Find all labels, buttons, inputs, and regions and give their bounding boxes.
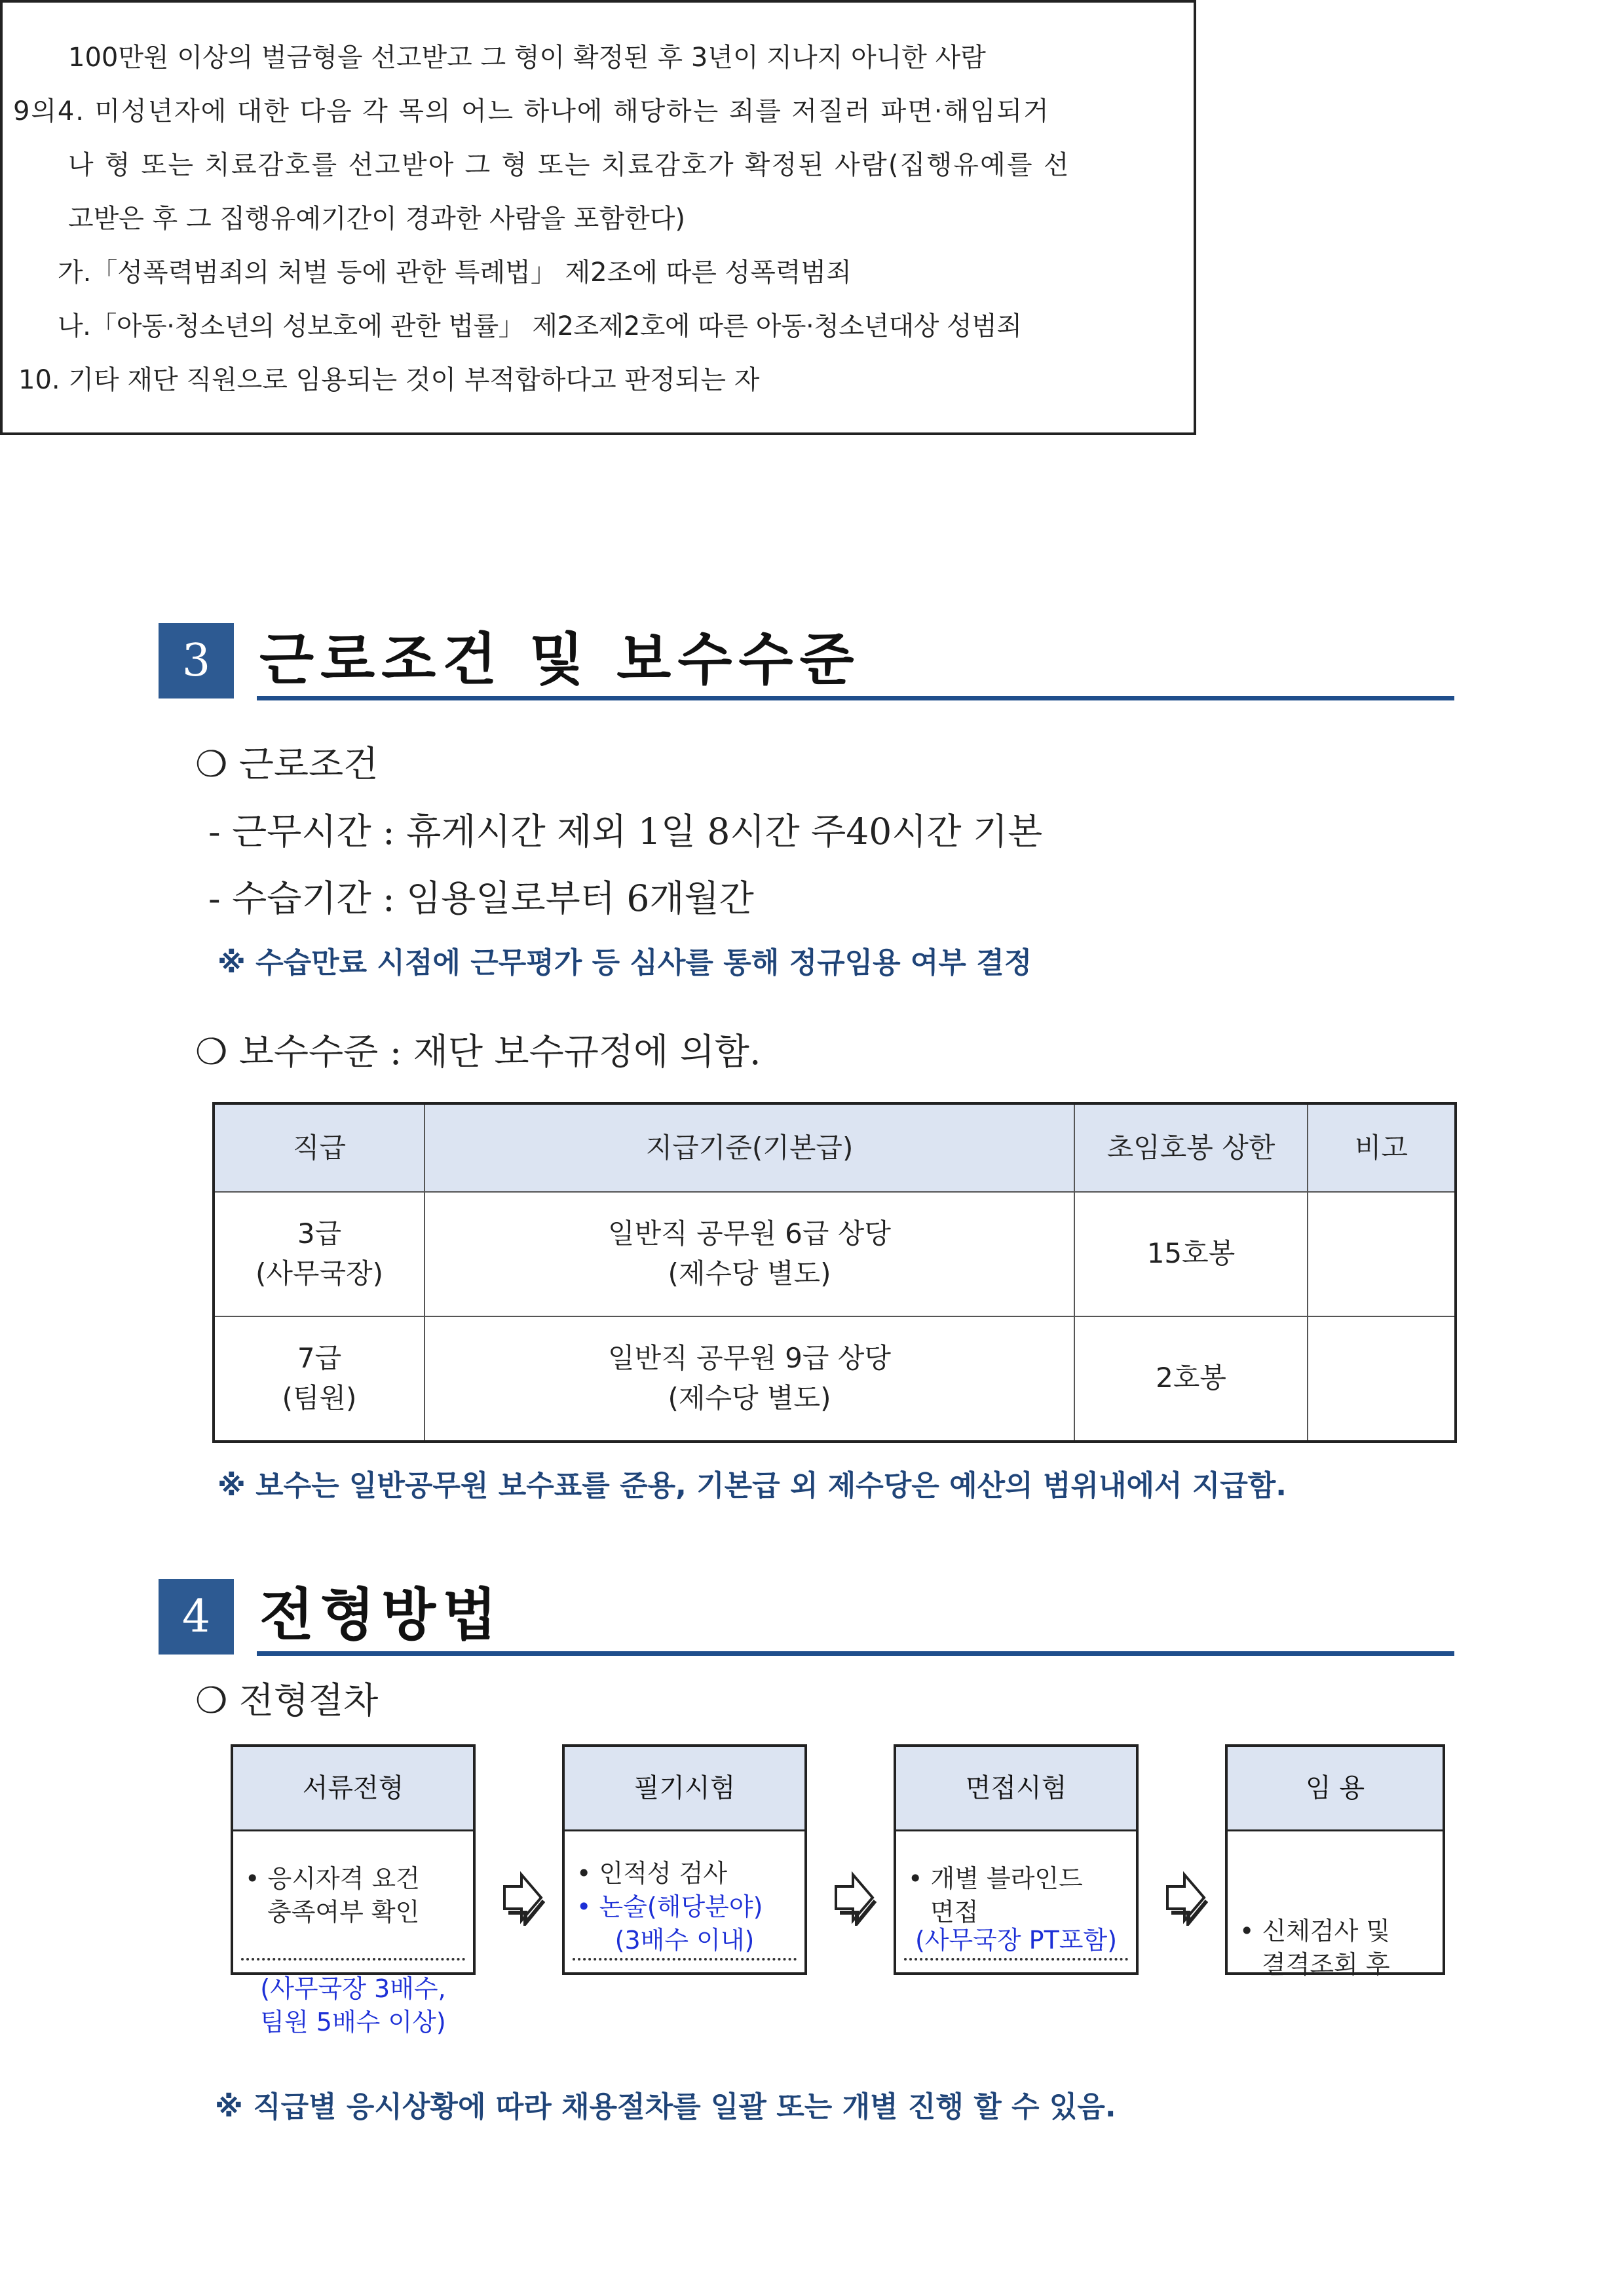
flow-item: 면접 xyxy=(930,1898,979,1927)
flow-item: • 논술(해당분야) xyxy=(576,1892,763,1922)
header-grade: 직급 xyxy=(214,1103,425,1192)
hollow-right-arrow-icon xyxy=(831,1869,877,1926)
box-line-1: 100만원 이상의 벌금형을 선고받고 그 형이 확정된 후 3년이 지나지 아니한 사람 xyxy=(68,43,986,73)
basis-cell xyxy=(425,1316,1074,1442)
basis-text: 일반직 공무원 6급 상당 xyxy=(608,1217,891,1250)
procedure-note: ※ 직급별 응시상황에 따라 채용절차를 일괄 또는 개별 진행 할 수 있음. xyxy=(215,2090,1116,2124)
box-line-6: 나.「아동·청소년의 성보호에 관한 법률」 제2조제2호에 따른 아동·청소년대상 성범죄 xyxy=(58,311,1022,341)
probation-note: ※ 수습만료 시점에 근무평가 등 심사를 통해 정규임용 여부 결정 xyxy=(217,946,1032,980)
flow-step-items xyxy=(908,1862,1129,1930)
eligibility-continuation-box xyxy=(0,0,1196,435)
basis-text: 일반직 공무원 9급 상당 xyxy=(608,1341,891,1374)
grade-text: 7급 xyxy=(297,1341,342,1374)
grade-sub-text: (사무국장) xyxy=(255,1257,384,1290)
procedure-heading: ❍ 전형절차 xyxy=(195,1679,379,1721)
flow-step-items xyxy=(245,1862,466,1930)
table-row xyxy=(214,1316,1456,1442)
flow-divider xyxy=(573,1958,797,1961)
pay-table xyxy=(212,1102,1457,1443)
flow-divider xyxy=(904,1958,1128,1961)
flow-step-appointment xyxy=(1225,1744,1445,1980)
flow-item: 충족여부 확인 xyxy=(267,1898,420,1927)
table-row xyxy=(214,1192,1456,1316)
flow-step-title: 면접시험 xyxy=(896,1747,1136,1831)
box-line-2: 9의4. 미성년자에 대한 다음 각 목의 어느 하나에 해당하는 죄를 저질러 파면·해임되거 xyxy=(13,96,1050,126)
grade-cell xyxy=(214,1192,425,1316)
flow-item: • 인적성 검사 xyxy=(576,1859,728,1888)
note-cell xyxy=(1308,1316,1456,1442)
header-note: 비고 xyxy=(1308,1103,1456,1192)
flow-step-items xyxy=(576,1857,798,1924)
flow-step-sub: (3배수 이내) xyxy=(614,1926,755,1955)
box-line-4: 고받은 후 그 집행유예기간이 경과한 사람을 포함한다) xyxy=(68,204,685,234)
step-cell: 15호봉 xyxy=(1074,1192,1308,1316)
work-hours-line: - 근무시간 : 휴게시간 제외 1일 8시간 주40시간 기본 xyxy=(208,811,1043,852)
flow-item: • 신체검사 및 xyxy=(1239,1917,1391,1945)
hollow-right-arrow-icon xyxy=(1162,1869,1208,1926)
flow-item: 결격조회 후 xyxy=(1262,1950,1390,1980)
section-3-title: 근로조건 및 보수수준 xyxy=(259,627,861,693)
probation-line: - 수습기간 : 임용일로부터 6개월간 xyxy=(208,877,754,919)
note-cell xyxy=(1308,1192,1456,1316)
flow-sub-line: 팀원 5배수 이상) xyxy=(260,2008,446,2037)
section-3-rule xyxy=(257,696,1454,700)
flow-item: • 응시자격 요건 xyxy=(245,1864,420,1893)
basis-sub-text: (제수당 별도) xyxy=(668,1257,831,1290)
table-header-row xyxy=(214,1103,1456,1192)
flow-step-sub: (사무국장 PT포함) xyxy=(915,1926,1118,1955)
flow-step-title: 서류전형 xyxy=(233,1747,473,1831)
box-line-3: 나 형 또는 치료감호를 선고받아 그 형 또는 치료감호가 확정된 사람(집행유예를 선 xyxy=(68,150,1070,180)
header-step: 초임호봉 상한 xyxy=(1074,1103,1308,1192)
work-conditions-heading: ❍ 근로조건 xyxy=(195,743,379,785)
box-line-5: 가.「성폭력범죄의 처벌 등에 관한 특례법」 제2조에 따른 성폭력범죄 xyxy=(58,258,852,288)
grade-sub-text: (팀원) xyxy=(282,1381,357,1414)
hollow-right-arrow-icon xyxy=(499,1869,545,1926)
pay-level-heading: ❍ 보수수준 : 재단 보수규정에 의함. xyxy=(195,1031,761,1073)
grade-cell xyxy=(214,1316,425,1442)
box-line-7: 10. 기타 재단 직원으로 임용되는 것이 부적합하다고 판정되는 자 xyxy=(18,365,760,395)
grade-text: 3급 xyxy=(297,1217,342,1250)
basis-cell xyxy=(425,1192,1074,1316)
section-4-title: 전형방법 xyxy=(259,1582,504,1648)
flow-item: • 개별 블라인드 xyxy=(908,1864,1083,1893)
basis-sub-text: (제수당 별도) xyxy=(668,1381,831,1414)
pay-note: ※ 보수는 일반공무원 보수표를 준용, 기본급 외 제수당은 예산의 범위내에서 지급함. xyxy=(217,1469,1287,1502)
section-3-number: 3 xyxy=(159,623,234,698)
flow-step-sub xyxy=(231,1972,476,2040)
flow-step-document-screening xyxy=(231,1744,476,1975)
flow-sub-line: (사무국장 3배수, xyxy=(260,1974,446,2003)
flow-step-title: 임 용 xyxy=(1228,1747,1443,1831)
header-basis: 지급기준(기본급) xyxy=(425,1103,1074,1192)
flow-step-items xyxy=(1239,1915,1436,1982)
section-4-number: 4 xyxy=(159,1579,234,1655)
flow-step-title: 필기시험 xyxy=(565,1747,804,1831)
step-cell: 2호봉 xyxy=(1074,1316,1308,1442)
flow-divider xyxy=(241,1958,465,1961)
section-4-rule xyxy=(257,1651,1454,1656)
